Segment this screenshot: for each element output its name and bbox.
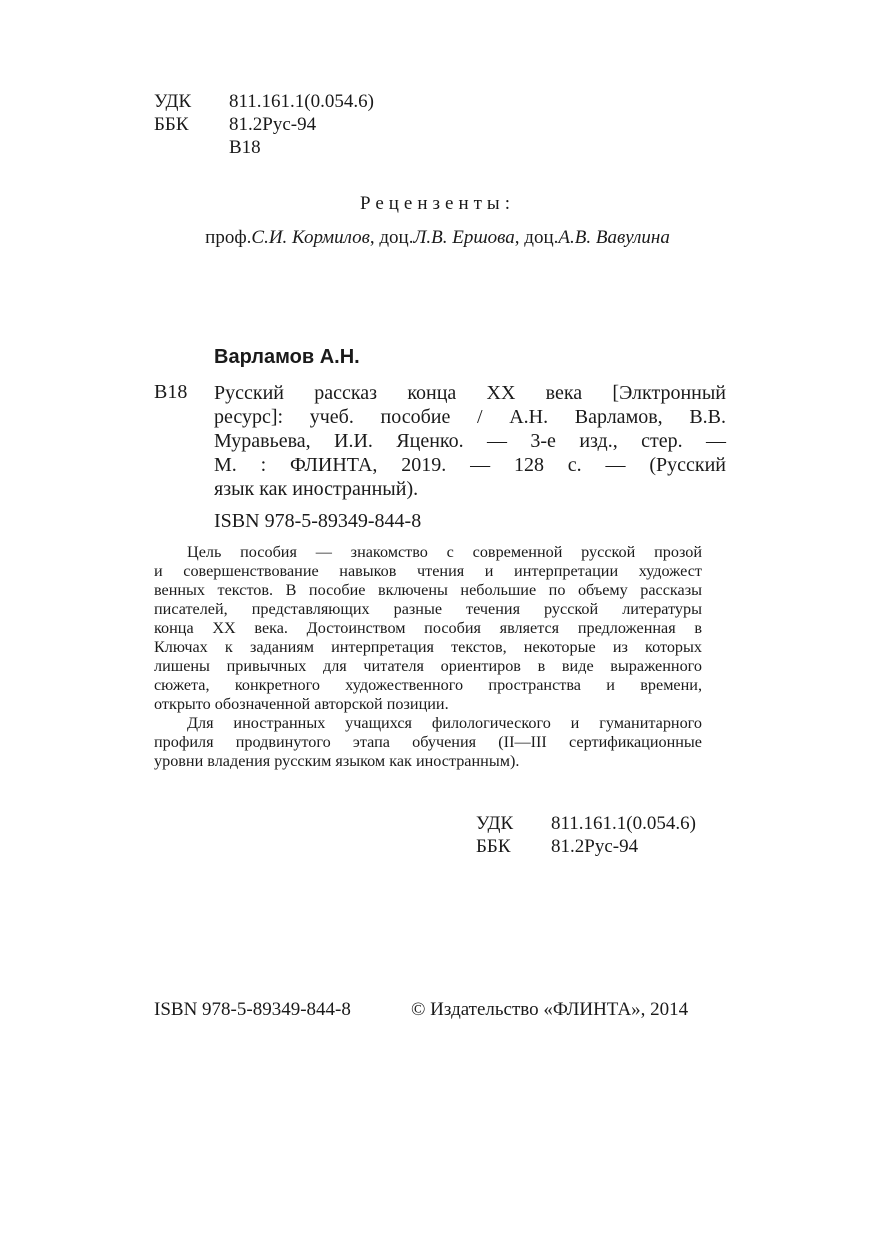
footer-copyright: © Издательство «ФЛИНТА», 2014	[411, 999, 689, 1020]
annotation-line: венных текстов. В пособие включены небольшие по объему рассказы	[154, 581, 702, 599]
reviewer-1-prefix: проф.	[205, 227, 252, 248]
reviewer-separator-1: , доц.	[369, 227, 414, 248]
bibliography-isbn: ISBN 978-5-89349-844-8	[214, 510, 422, 532]
bbk-value: 81.2Рус-94	[229, 114, 317, 135]
bib-line: язык как иностранный).	[214, 478, 419, 500]
bibliographic-description	[214, 381, 726, 501]
bib-line: ресурс]: учеб. пособие / А.Н. Варламов, В.В.	[214, 406, 726, 428]
reviewers-list	[0, 227, 875, 249]
bbk-label: ББК	[154, 114, 189, 135]
reviewer-2-name: Л.В. Ершова	[413, 227, 515, 248]
annotation-line: Цель пособия — знакомство с современной русской прозой	[187, 543, 702, 561]
udk-value: 811.161.1(0.054.6)	[229, 91, 374, 112]
reviewers-title: Рецензенты:	[360, 193, 515, 214]
bbk-value: 81.2Рус-94	[551, 836, 639, 857]
annotation-line: открыто обозначенной авторской позиции.	[154, 695, 449, 713]
udk-label: УДК	[154, 91, 192, 112]
annotation-line: и совершенствование навыков чтения и интерпретации художест	[154, 562, 702, 580]
author-sign: В18	[229, 137, 261, 158]
author-sign-row	[154, 136, 374, 159]
book-author: Варламов А.Н.	[214, 346, 360, 368]
bibliography-code: В18	[154, 381, 188, 403]
bib-line: Русский рассказ конца XX века [Элктронный	[214, 382, 726, 404]
annotation-line: Ключах к заданиям интерпретация текстов, некоторые из которых	[154, 638, 702, 656]
classification-codes-bottom	[476, 812, 696, 858]
reviewer-3-name: А.В. Вавулина	[558, 227, 670, 248]
reviewer-separator-2: , доц.	[514, 227, 559, 248]
annotation-line: профиля продвинутого этапа обучения (II—III сертификационные	[154, 733, 702, 751]
bbk-row	[154, 113, 374, 136]
bbk-label: ББК	[476, 836, 511, 857]
udk-label: УДК	[476, 813, 514, 834]
annotation	[154, 543, 702, 771]
annotation-line: лишены привычных для читателя ориентиров в виде выраженного	[154, 657, 702, 675]
footer-isbn: ISBN 978-5-89349-844-8	[154, 999, 351, 1020]
udk-value: 811.161.1(0.054.6)	[551, 813, 696, 834]
annotation-line: писателей, представляющих разные течения русской литературы	[154, 600, 702, 618]
annotation-line: Для иностранных учащихся филологического и гуманитарного	[187, 714, 702, 732]
annotation-line: конца XX века. Достоинством пособия является предложенная в	[154, 619, 702, 637]
bib-line: М. : ФЛИНТА, 2019. — 128 с. — (Русский	[214, 454, 726, 476]
bib-line: Муравьева, И.И. Яценко. — 3-е изд., стер. —	[214, 430, 726, 452]
classification-codes-top	[154, 90, 374, 159]
annotation-line: уровни владения русским языком как иностранным).	[154, 752, 520, 770]
udk-row	[154, 90, 374, 113]
bbk-row	[476, 835, 696, 858]
annotation-line: сюжета, конкретного художественного пространства и времени,	[154, 676, 702, 694]
reviewer-1-name: С.И. Кормилов	[251, 227, 370, 248]
udk-row	[476, 812, 696, 835]
